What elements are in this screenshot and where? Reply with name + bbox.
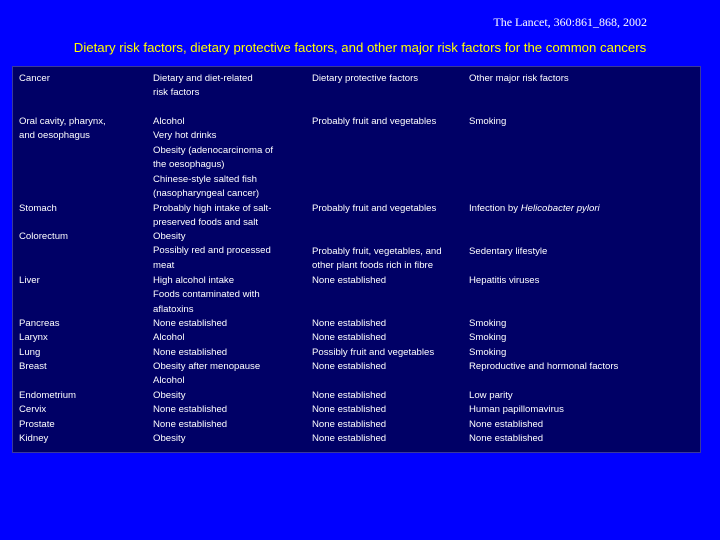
table-row-protective: None established <box>312 390 387 401</box>
table-row-risk: High alcohol intake Foods contaminated with aflatoxins <box>153 275 260 315</box>
slide-title: Dietary risk factors, dietary protective factors, and other major risk factors for the common cancers <box>73 40 647 55</box>
table-row-risk: Obesity after menopause Alcohol <box>153 361 261 387</box>
table-row-risk: None established <box>153 404 228 415</box>
table-row-risk: None established <box>153 318 228 329</box>
table-row-other: None established <box>469 419 544 430</box>
table-row-protective: None established <box>312 433 387 444</box>
table-row-protective: Probably fruit, vegetables, and other plant foods rich in fibre <box>312 246 442 272</box>
table-row-other: Smoking <box>469 332 507 343</box>
header-other-risk: Other major risk factors <box>469 73 569 84</box>
table-row-other: Smoking <box>469 347 507 358</box>
header-cancer: Cancer <box>19 73 50 84</box>
table-row-cancer: Stomach <box>19 203 57 214</box>
table-row-cancer: Kidney <box>19 433 49 444</box>
table-row-risk: Alcohol Very hot drinks Obesity (adenocarcinoma of the oesophagus) Chinese-style salted fish (nasopharyngeal cancer) <box>153 116 273 200</box>
table-row-cancer: Prostate <box>19 419 55 430</box>
table-row-cancer: Oral cavity, pharynx, and oesophagus <box>19 116 106 142</box>
citation: The Lancet, 360:861_868, 2002 <box>493 15 647 29</box>
table-row-cancer: Larynx <box>19 332 48 343</box>
header-dietary-risk: Dietary and diet-related risk factors <box>153 73 253 99</box>
table-row-cancer: Pancreas <box>19 318 60 329</box>
table-row-other: None established <box>469 433 544 444</box>
table-row-risk: Alcohol <box>153 332 185 343</box>
table-row-other: Reproductive and hormonal factors <box>469 361 619 372</box>
table-row-protective: Possibly fruit and vegetables <box>312 347 435 358</box>
table-row-other: Smoking <box>469 318 507 329</box>
table-row-risk: Obesity Possibly red and processed meat <box>153 231 271 271</box>
table-row-other: Low parity <box>469 390 513 401</box>
table-row-cancer: Liver <box>19 275 40 286</box>
table-row-risk: Probably high intake of salt- preserved foods and salt <box>153 203 272 229</box>
table-row-cancer: Endometrium <box>19 390 77 401</box>
table-row-cancer: Breast <box>19 361 47 372</box>
table-row-other: Hepatitis viruses <box>469 275 540 286</box>
table-row-other <box>469 202 669 216</box>
table-row-cancer: Cervix <box>19 404 47 415</box>
table-row-protective: None established <box>312 318 387 329</box>
table-row-protective: None established <box>312 332 387 343</box>
table-row-protective: Probably fruit and vegetables <box>312 116 437 127</box>
table-row-protective: None established <box>312 361 387 372</box>
table-row-risk: None established <box>153 419 228 430</box>
table-row-cancer: Lung <box>19 347 41 358</box>
table-row-other: Smoking <box>469 116 507 127</box>
other-prefix: Infection by <box>469 203 521 214</box>
table-row-risk: Obesity <box>153 433 186 444</box>
table-row-other: Human papillomavirus <box>469 404 564 415</box>
header-dietary-protective: Dietary protective factors <box>312 73 419 84</box>
table-row-risk: Obesity <box>153 390 186 401</box>
table-row-protective: None established <box>312 404 387 415</box>
table-row-protective: None established <box>312 419 387 430</box>
table-row-cancer: Colorectum <box>19 231 69 242</box>
pathogen-name: Helicobacter pylori <box>520 203 600 214</box>
table-row-risk: None established <box>153 347 228 358</box>
table-row-other: Sedentary lifestyle <box>469 246 548 257</box>
table-row-protective: Probably fruit and vegetables <box>312 203 437 214</box>
table-row-protective: None established <box>312 275 387 286</box>
